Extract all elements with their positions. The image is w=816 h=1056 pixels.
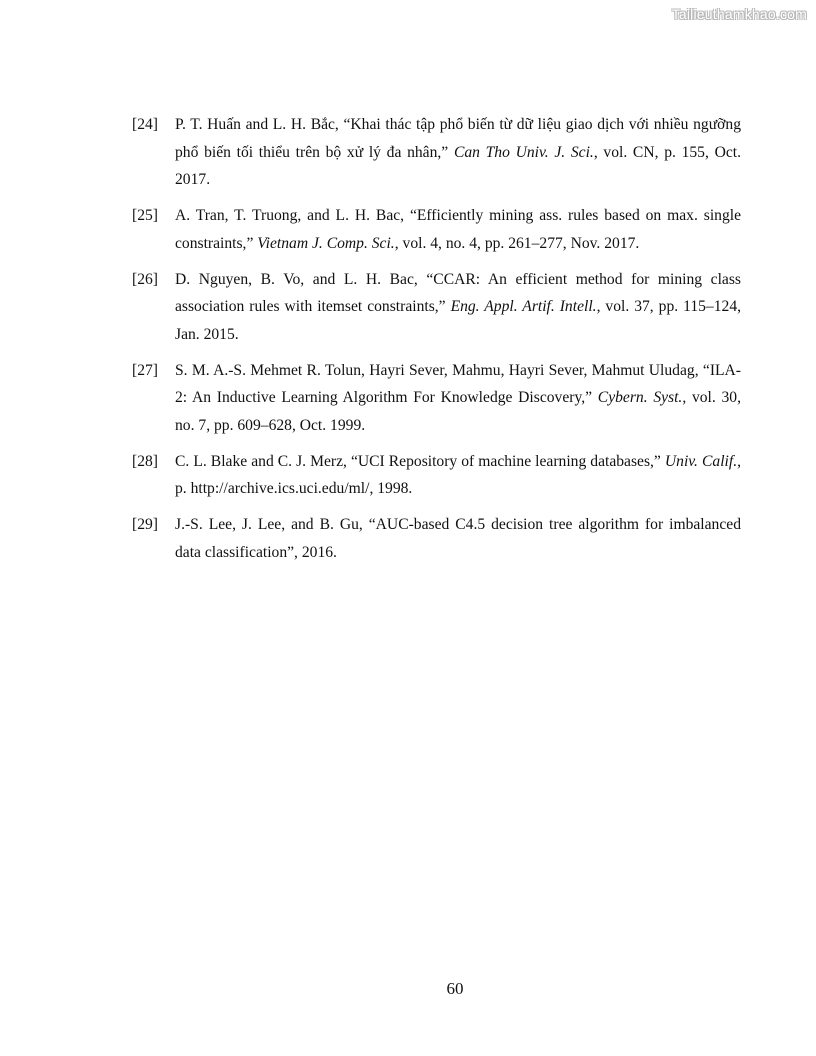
reference-item (132, 511, 741, 566)
reference-details: , p. http://archive.ics.uci.edu/ml/, 1998. (175, 452, 741, 497)
reference-text (175, 362, 741, 434)
reference-number: [25] (132, 207, 158, 224)
reference-number: [28] (132, 452, 158, 470)
reference-list (132, 111, 741, 575)
reference-number: [29] (132, 516, 158, 533)
reference-details: , vol. CN, p. 155, Oct. 2017. (175, 143, 741, 188)
reference-item (132, 357, 741, 440)
reference-body: J.-S. Lee, J. Lee, and B. Gu, “AUC-based C4.5 decision tree algorithm for imbalanced data classification”, 2016. (175, 516, 741, 561)
reference-journal: Cybern. Syst. (597, 389, 683, 406)
reference-text (175, 453, 741, 498)
reference-number: [26] (132, 270, 158, 288)
page-number: 60 (446, 979, 464, 998)
reference-journal: Eng. Appl. Artif. Intell. (450, 298, 597, 315)
reference-body: D. Nguyen, B. Vo, and L. H. Bac, “CCAR: An efficient method for mining class association rules with itemset constraints,” (175, 270, 741, 315)
reference-text (175, 207, 741, 252)
reference-details: , vol. 37, pp. 115–124, Jan. 2015. (175, 298, 742, 343)
reference-text (175, 116, 741, 188)
reference-body: P. T. Huấn and L. H. Bắc, “Khai thác tập phổ biến từ dữ liệu giao dịch với nhiều ngưỡng phổ biến tối thiểu trên bộ xử lý đa nhân,” (175, 116, 741, 161)
reference-body: C. L. Blake and C. J. Merz, “UCI Repository of machine learning databases,” (175, 452, 665, 470)
reference-text (175, 271, 741, 343)
reference-item (132, 266, 741, 349)
reference-details: , vol. 4, no. 4, pp. 261–277, Nov. 2017. (394, 234, 640, 252)
reference-details: , vol. 30, no. 7, pp. 609–628, Oct. 1999. (175, 389, 741, 434)
reference-number: [24] (132, 116, 158, 133)
watermark-text: Tailieuthamkhao.com (671, 6, 807, 22)
reference-body: S. M. A.-S. Mehmet R. Tolun, Hayri Sever, Mahmu, Hayri Sever, Mahmut Uludag, “ILA-2: An Inductive Learning Algorithm For Knowledge Discovery,” (175, 361, 741, 406)
reference-item (132, 448, 741, 503)
reference-item (132, 111, 741, 194)
reference-body: A. Tran, T. Truong, and L. H. Bac, “Efficiently mining ass. rules based on max. single constraints,” (175, 207, 741, 252)
reference-number: [27] (132, 361, 158, 379)
reference-journal: Vietnam J. Comp. Sci. (257, 234, 395, 252)
reference-item (132, 202, 741, 257)
reference-journal: Univ. Calif. (664, 452, 738, 470)
reference-text (175, 516, 741, 561)
reference-journal: Can Tho Univ. J. Sci. (453, 143, 594, 161)
